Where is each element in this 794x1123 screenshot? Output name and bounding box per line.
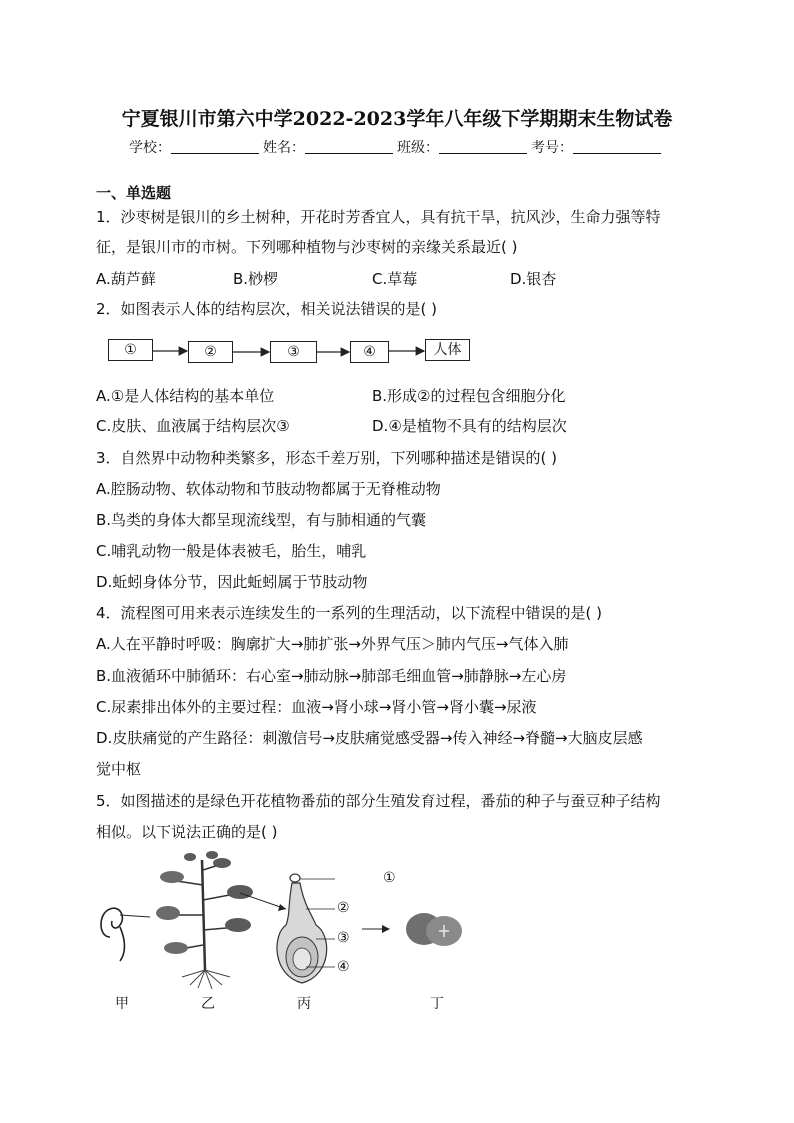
school-label: 学校： — [129, 140, 171, 156]
pistil-label-2: ② — [337, 900, 350, 916]
q4-option-d-line1: D.皮肤痛觉的产生路径：刺激信号→皮肤痛觉感受器→传入神经→脊髓→大脑皮层感 — [96, 729, 643, 747]
pistil-label-3: ③ — [337, 930, 350, 946]
tomato-plant-illustration — [156, 851, 286, 989]
q2-option-c: C.皮肤、血液属于结构层次③ — [96, 417, 290, 435]
caption-bing: 丙 — [297, 996, 311, 1012]
q1-option-a: A.葫芦藓 — [96, 270, 156, 288]
q3-option-d: D.蚯蚓身体分节，因此蚯蚓属于节肢动物 — [96, 573, 368, 591]
caption-ding: 丁 — [430, 996, 444, 1012]
q5-stem-line2: 相似。以下说法正确的是( ) — [96, 823, 278, 841]
q3-stem: 3．自然界中动物种类繁多，形态千差万别，下列哪种描述是错误的( ) — [96, 449, 558, 467]
pistil-illustration — [277, 874, 390, 983]
pistil-label-4: ④ — [337, 959, 350, 975]
q1-option-c: C.草莓 — [372, 270, 418, 288]
class-label: 班级： — [397, 140, 439, 156]
q1-stem-line1: 1．沙枣树是银川的乡土树种，开花时芳香宜人，具有抗干旱，抗风沙，生命力强等特 — [96, 208, 661, 226]
q4-option-c: C.尿素排出体外的主要过程：血液→肾小球→肾小管→肾小囊→尿液 — [96, 698, 537, 716]
caption-jia: 甲 — [115, 996, 129, 1012]
q3-option-b: B.鸟类的身体大都呈现流线型，有与肺相通的气囊 — [96, 511, 427, 529]
flow-box-4: ④ — [350, 341, 389, 363]
tomato-lifecycle-figure — [90, 845, 490, 1005]
q4-option-d-line2: 觉中枢 — [96, 760, 142, 778]
q1-option-b: B.桫椤 — [233, 270, 279, 288]
number-label: 考号： — [531, 140, 573, 156]
seed-illustration — [101, 908, 150, 961]
q4-option-b: B.血液循环中肺循环：右心室→肺动脉→肺部毛细血管→肺静脉→左心房 — [96, 667, 567, 685]
tomato-fruit-illustration — [406, 913, 462, 946]
q1-stem-line2: 征，是银川市的市树。下列哪种植物与沙枣树的亲缘关系最近( ) — [96, 238, 518, 256]
q5-stem-line1: 5．如图描述的是绿色开花植物番茄的部分生殖发育过程，番茄的种子与蚕豆种子结构 — [96, 792, 661, 810]
q2-option-b: B.形成②的过程包含细胞分化 — [372, 387, 566, 405]
q1-option-d: D.银杏 — [510, 270, 557, 288]
q3-option-a: A.腔肠动物、软体动物和节肢动物都属于无脊椎动物 — [96, 480, 441, 498]
q4-option-a: A.人在平静时呼吸：胸廓扩大→肺扩张→外界气压＞肺内气压→气体入肺 — [96, 635, 569, 653]
flow-box-1: ① — [108, 339, 153, 361]
q3-option-c: C.哺乳动物一般是体表被毛，胎生，哺乳 — [96, 542, 367, 560]
section-heading: 一、单选题 — [96, 184, 172, 202]
caption-yi: 乙 — [201, 996, 215, 1012]
q2-option-d: D.④是植物不具有的结构层次 — [372, 417, 567, 435]
q2-stem: 2．如图表示人体的结构层次，相关说法错误的是( ) — [96, 300, 438, 318]
pistil-label-1: ① — [383, 870, 396, 886]
flow-box-2: ② — [188, 341, 233, 363]
flow-box-5: 人体 — [425, 339, 470, 361]
q2-option-a: A.①是人体结构的基本单位 — [96, 387, 275, 405]
flow-arrows — [0, 0, 794, 400]
page-title: 宁夏银川市第六中学2022-2023学年八年级下学期期末生物试卷 — [121, 108, 673, 130]
q4-stem: 4．流程图可用来表示连续发生的一系列的生理活动，以下流程中错误的是( ) — [96, 604, 603, 622]
flow-box-3: ③ — [270, 341, 317, 363]
name-label: 姓名： — [263, 140, 305, 156]
